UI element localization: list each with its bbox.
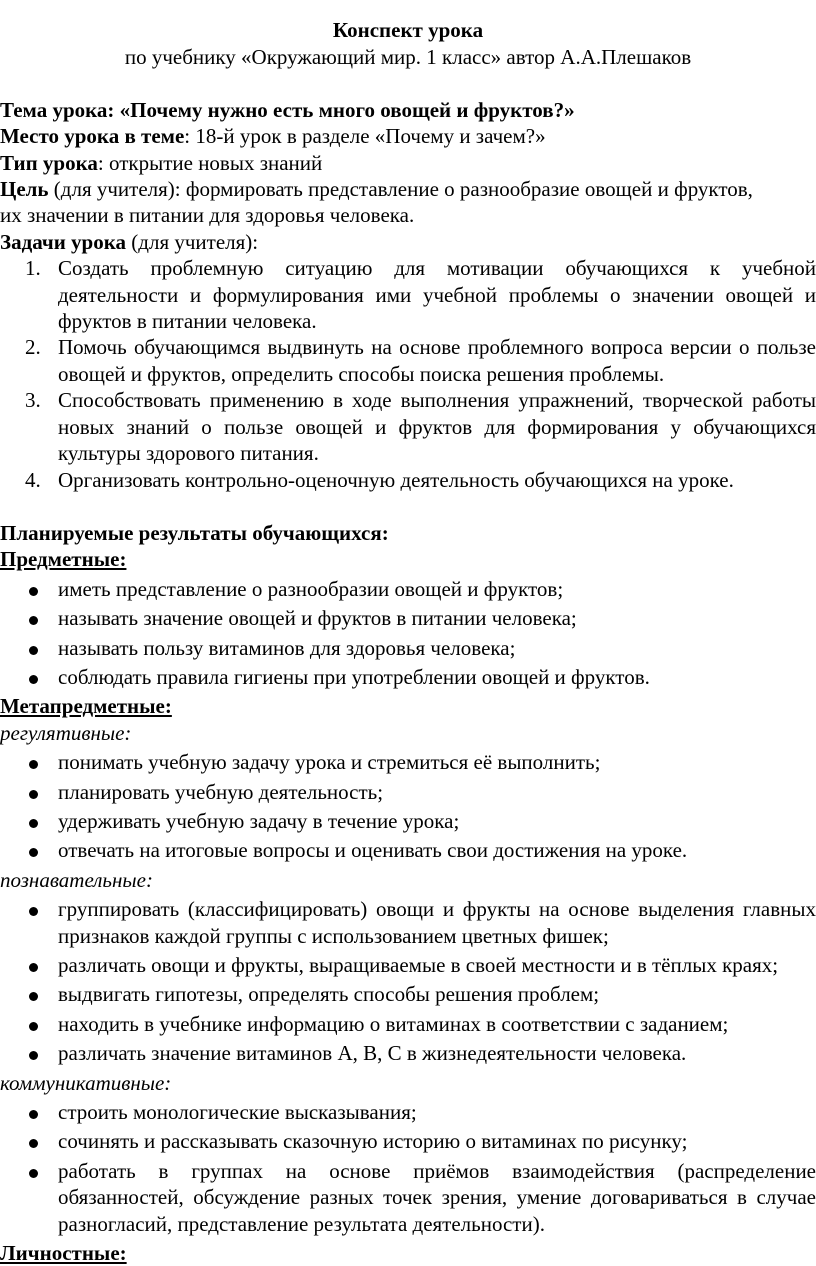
task-number: 2. — [25, 335, 41, 360]
bullet-icon — [29, 1110, 38, 1119]
tasks-list — [0, 255, 816, 493]
lesson-meta — [0, 97, 816, 255]
list-item-text: сочинять и рассказывать сказочную историю о витаминах по рисунку; — [58, 1129, 688, 1154]
bullet-icon — [29, 587, 38, 596]
lesson-goal — [0, 176, 816, 202]
document-subtitle: по учебнику «Окружающий мир. 1 класс» автор А.А.Плешаков — [124, 45, 692, 70]
bullet-icon — [29, 1139, 38, 1148]
task-number: 1. — [25, 256, 41, 281]
list-item-text: работать в группах на основе приёмов взаимодействия (распределение обязанностей, обсуждение разных точек зрения, умение договариваться в случае разногласий, представление результата деятельности). — [58, 1158, 816, 1236]
bullet-icon — [29, 1169, 38, 1178]
list-item-text: строить монологические высказывания; — [58, 1100, 417, 1125]
list-item — [0, 1011, 816, 1037]
cognitive-list — [0, 896, 816, 1066]
list-item-text: понимать учебную задачу урока и стремиться её выполнить; — [58, 750, 601, 775]
list-item-text: различать овощи и фрукты, выращиваемые в своей местности и в тёплых краях; — [58, 953, 779, 977]
bullet-icon — [29, 646, 38, 655]
bullet-icon — [29, 616, 38, 625]
results-heading — [0, 520, 816, 546]
bullet-icon — [29, 819, 38, 828]
list-item — [0, 952, 816, 978]
list-item — [0, 779, 816, 805]
bullet-icon — [29, 790, 38, 799]
bullet-icon — [29, 907, 38, 916]
topic-label: Тема урока: «Почему нужно есть много овощей и фруктов?» — [0, 97, 575, 122]
type-value: : открытие новых знаний — [97, 150, 323, 175]
task-item — [0, 255, 816, 334]
cognitive-label: познавательные: — [0, 867, 153, 892]
task-item — [0, 467, 816, 493]
place-label: Место урока в теме — [0, 124, 185, 149]
list-item — [0, 1099, 816, 1125]
lesson-tasks-heading — [0, 229, 816, 255]
list-item-text: находить в учебнике информацию о витаминах в соответствии с заданием; — [58, 1011, 729, 1036]
task-text: Организовать контрольно-оценочную деятельность обучающихся на уроке. — [58, 467, 734, 492]
list-item — [0, 635, 816, 661]
place-value: : 18-й урок в разделе «Почему и зачем?» — [184, 124, 546, 149]
goal-label: Цель — [0, 177, 49, 202]
bullet-icon — [29, 760, 38, 769]
list-item-text: планировать учебную деятельность; — [58, 779, 384, 804]
list-item-text: удерживать учебную задачу в течение урока; — [58, 808, 460, 833]
regulatory-list — [0, 749, 816, 864]
subject-results-list — [0, 576, 816, 691]
list-item — [0, 981, 816, 1007]
bullet-icon — [29, 1051, 38, 1060]
task-number: 4. — [25, 467, 41, 492]
tasks-label: Задачи урока — [0, 229, 127, 254]
lesson-topic — [0, 97, 816, 123]
task-text: Помочь обучающимся выдвинуть на основе проблемного вопроса версии о пользе овощей и фруктов, определить способы поиска решения проблемы. — [58, 335, 816, 386]
task-number: 3. — [25, 388, 41, 413]
bullet-icon — [29, 992, 38, 1001]
list-item — [0, 1128, 816, 1154]
bullet-icon — [29, 963, 38, 972]
tasks-value: (для учителя): — [126, 229, 259, 254]
bullet-icon — [29, 675, 38, 684]
lesson-place — [0, 123, 816, 149]
personal-results-heading: Личностные: — [0, 1241, 127, 1266]
list-item — [0, 605, 816, 631]
list-item-text: иметь представление о разнообразии овощей и фруктов; — [58, 576, 564, 601]
list-item-text: называть значение овощей и фруктов в питании человека; — [58, 606, 577, 631]
communicative-label: коммуникативные: — [0, 1070, 172, 1095]
list-item-text: отвечать на итоговые вопросы и оценивать свои достижения на уроке. — [58, 838, 688, 863]
regulatory-label: регулятивные: — [0, 720, 132, 745]
list-item-text: выдвигать гипотезы, определять способы решения проблем; — [58, 982, 600, 1007]
list-item — [0, 1158, 816, 1237]
bullet-icon — [29, 848, 38, 857]
list-item — [0, 576, 816, 602]
list-item — [0, 664, 816, 690]
document-page — [0, 17, 816, 1266]
lesson-goal-continued: их значении в питании для здоровья человека. — [0, 203, 415, 228]
task-item — [0, 334, 816, 387]
bullet-icon — [29, 1022, 38, 1031]
task-text: Создать проблемную ситуацию для мотивации обучающихся к учебной деятельности и формулирования ими учебной проблемы о значении овощей и фруктов в питании человека. — [58, 256, 816, 334]
list-item-text: группировать (классифицировать) овощи и фрукты на основе выделения главных признаков каждой группы с использованием цветных фишек; — [58, 897, 816, 948]
list-item-text: различать значение витаминов А, В, С в жизнедеятельности человека. — [58, 1041, 687, 1066]
task-text: Способствовать применению в ходе выполнения упражнений, творческой работы новых знаний о пользе овощей и фруктов для формирования у обучающихся культуры здорового питания. — [58, 388, 816, 466]
list-item — [0, 837, 816, 863]
document-title: Конспект урока — [332, 18, 484, 42]
meta-results-heading: Метапредметные: — [0, 694, 172, 719]
list-item — [0, 808, 816, 834]
list-item — [0, 749, 816, 775]
type-label: Тип урока — [0, 150, 98, 175]
goal-value: (для учителя): формировать представление о разнообразие овощей и фруктов, — [48, 177, 753, 202]
section-spacer — [0, 493, 816, 520]
list-item — [0, 1040, 816, 1066]
list-item-text: соблюдать правила гигиены при употреблении овощей и фруктов. — [58, 664, 650, 689]
subject-results-heading: Предметные: — [0, 547, 127, 572]
list-item-text: называть пользу витаминов для здоровья человека; — [58, 635, 516, 660]
list-item — [0, 896, 816, 949]
results-heading-text: Планируемые результаты обучающихся: — [0, 520, 389, 545]
lesson-type — [0, 150, 816, 176]
communicative-list — [0, 1099, 816, 1237]
task-item — [0, 387, 816, 466]
